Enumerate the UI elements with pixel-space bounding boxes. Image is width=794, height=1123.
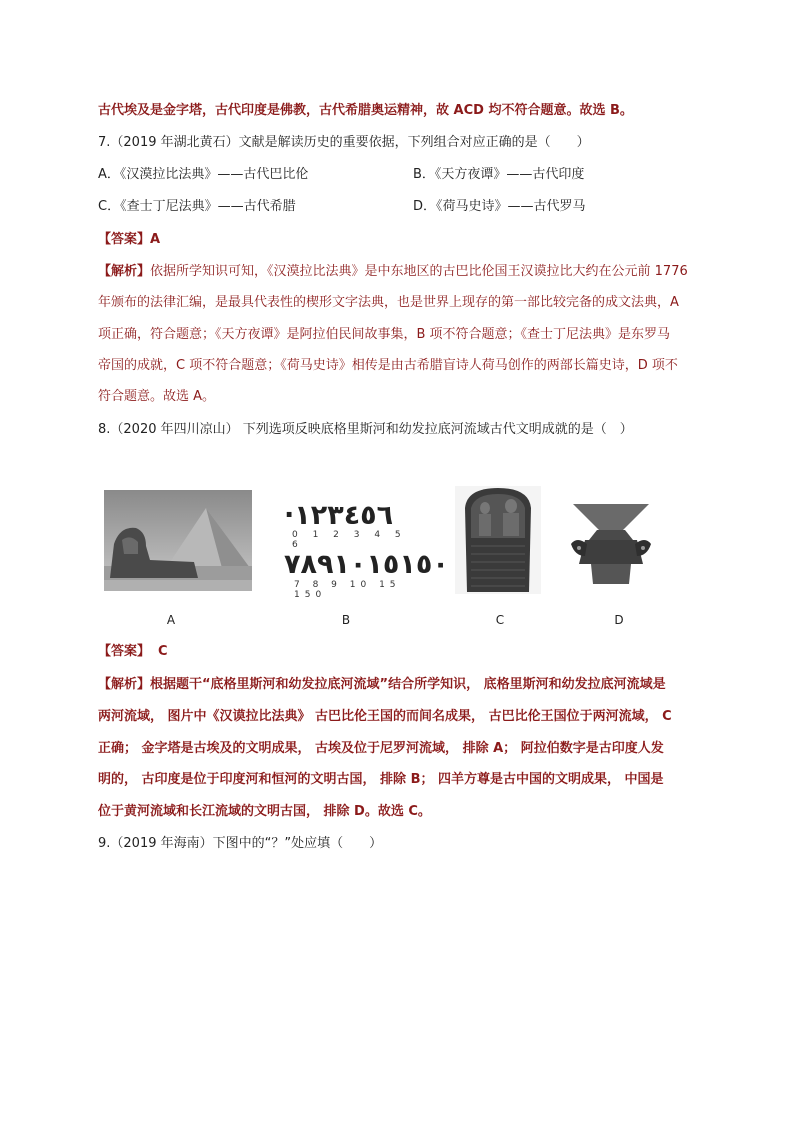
sphinx-pyramid-photo-icon [104, 490, 252, 591]
hammurabi-stele-photo-icon [455, 486, 541, 594]
image-d-bronze-vessel [563, 500, 659, 586]
q7-analysis-line-4: 帝国的成就，C 项不符合题意；《荷马史诗》相传是由古希腊盲诗人荷马创作的两部长篇史诗，D 项不 [98, 358, 678, 373]
q9-stem: 9.（2019 年海南）下图中的“？”处应填（ ） [98, 836, 383, 851]
image-c-caption: C [495, 613, 505, 627]
analysis-text: 根据题干“底格里斯河和幼发拉底河流域”结合所学知识， 底格里斯河和幼发拉底河流域是 [150, 677, 666, 692]
q7-option-a: A．《汉漠拉比法典》——古代巴比伦 [98, 167, 309, 182]
q7-answer [98, 231, 160, 249]
answer-value: A [150, 232, 161, 247]
analysis-tag: 【解析】 [98, 677, 151, 692]
image-d-caption: D [614, 613, 624, 627]
q7-option-d: D．《荷马史诗》——古代罗马 [413, 199, 586, 214]
numeral-labels-row-2: 7 8 9 10 15 150 [294, 580, 401, 600]
q7-option-b: B．《天方夜谭》——古代印度 [413, 167, 585, 182]
q8-analysis-line-2: 两河流域， 图片中《汉谟拉比法典》 古巴比伦王国的而间名成果， 古巴比伦王国位于两河流域， C [98, 709, 672, 724]
numeral-labels-row-1: 0 1 2 3 4 5 6 [292, 530, 407, 550]
q7-analysis-line-5: 符合题意。故选 A。 [98, 389, 216, 404]
image-c-hammurabi-stele [455, 486, 541, 594]
arabic-numerals-row-2: ٧٨٩١٠١٥١٥٠ [284, 549, 449, 580]
analysis-tag: 【解析】 [98, 264, 151, 279]
bronze-zun-vessel-photo-icon [563, 500, 659, 586]
q8-answer [98, 643, 168, 661]
arabic-numerals-icon: ·١٢٣٤٥٦ [284, 500, 394, 531]
q6-answer-tail: 古代埃及是金字塔，古代印度是佛教，古代希腊奥运精神，故 ACD 均不符合题意。故选 B。 [98, 103, 633, 118]
q7-analysis-line-1 [98, 263, 688, 281]
answer-tag: 【答案】 [98, 644, 151, 659]
q8-analysis-line-3: 正确； 金字塔是古埃及的文明成果， 古埃及位于尼罗河流域， 排除 A； 阿拉伯数字是古印度人发 [98, 741, 664, 756]
q7-option-c: C．《查士丁尼法典》——古代希腊 [98, 199, 296, 214]
q8-analysis-line-5: 位于黄河流域和长江流域的文明古国， 排除 D。故选 C。 [98, 804, 431, 819]
q7-stem: 7.（2019 年湖北黄石）文献是解读历史的重要依据，下列组合对应正确的是（ ） [98, 135, 590, 150]
q8-analysis-line-1 [98, 676, 666, 694]
q7-analysis-line-2: 年颁布的法律汇编，是最具代表性的楔形文字法典，也是世界上现存的第一部比较完备的成文法典，A [98, 295, 679, 310]
answer-value: C [158, 644, 168, 659]
image-a-sphinx-pyramid [104, 490, 252, 591]
image-a-caption: A [166, 613, 176, 627]
analysis-text: 依据所学知识可知，《汉漠拉比法典》是中东地区的古巴比伦国王汉谟拉比大约在公元前 1776 [150, 264, 688, 279]
answer-tag: 【答案】 [98, 232, 151, 247]
q8-stem: 8.（2020 年四川凉山） 下列选项反映底格里斯河和幼发拉底河流域古代文明成就的是（ ） [98, 422, 633, 437]
image-b-caption: B [341, 613, 351, 627]
image-b-arabic-numerals [284, 500, 449, 600]
q8-analysis-line-4: 明的， 古印度是位于印度河和恒河的文明古国， 排除 B； 四羊方尊是古中国的文明成果， 中国是 [98, 772, 664, 787]
q7-analysis-line-3: 项正确，符合题意；《天方夜谭》是阿拉伯民间故事集，B 项不符合题意；《查士丁尼法典》是东罗马 [98, 327, 671, 342]
